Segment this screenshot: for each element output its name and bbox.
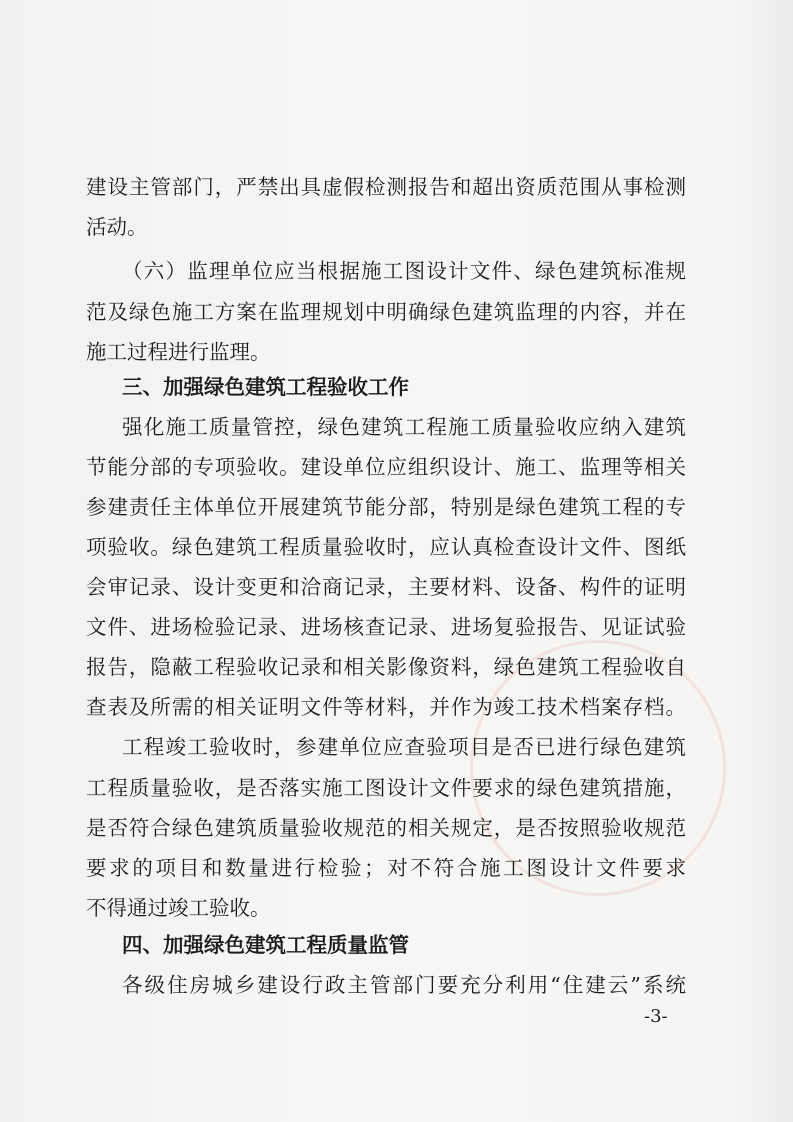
text-line: 范及绿色施工方案在监理规划中明确绿色建筑监理的内容，并在 [86, 300, 686, 324]
text-line: 报告，隐蔽工程验收记录和相关影像资料，绿色建筑工程验收自 [86, 655, 686, 679]
text-line: 不得通过竣工验收。 [86, 896, 271, 920]
text-line: 参建责任主体单位开展建筑节能分部，特别是绿色建筑工程的专 [86, 495, 686, 519]
text-line: 工程竣工验收时，参建单位应查验项目是否已进行绿色建筑 [122, 735, 686, 759]
text-line: 文件、进场检验记录、进场核查记录、进场复验报告、见证试验 [86, 615, 686, 639]
text-line: 活动。 [86, 215, 148, 239]
text-line: 查表及所需的相关证明文件等材料，并作为竣工技术档案存档。 [86, 695, 686, 719]
text-line: 强化施工质量管控，绿色建筑工程施工质量验收应纳入建筑 [122, 415, 686, 439]
page-number: -3- [644, 1006, 668, 1027]
text-line: （六）监理单位应当根据施工图设计文件、绿色建筑标准规 [122, 259, 686, 283]
section-heading: 四、加强绿色建筑工程质量监管 [122, 933, 409, 957]
text-line: 项验收。绿色建筑工程质量验收时，应认真检查设计文件、图纸 [86, 535, 686, 559]
text-line: 建设主管部门，严禁出具虚假检测报告和超出资质范围从事检测 [86, 175, 686, 199]
text-line: 是否符合绿色建筑质量验收规范的相关规定，是否按照验收规范 [86, 816, 686, 840]
text-line: 施工过程进行监理。 [86, 340, 271, 364]
text-line: 会审记录、设计变更和洽商记录，主要材料、设备、构件的证明 [86, 575, 686, 599]
section-heading: 三、加强绿色建筑工程验收工作 [122, 375, 409, 399]
text-line: 各级住房城乡建设行政主管部门要充分利用“住建云”系统 [122, 973, 686, 997]
text-line: 节能分部的专项验收。建设单位应组织设计、施工、监理等相关 [86, 455, 686, 479]
text-line: 工程质量验收，是否落实施工图设计文件要求的绿色建筑措施， [86, 776, 686, 800]
text-line: 要求的项目和数量进行检验；对不符合施工图设计文件要求 [86, 856, 686, 880]
